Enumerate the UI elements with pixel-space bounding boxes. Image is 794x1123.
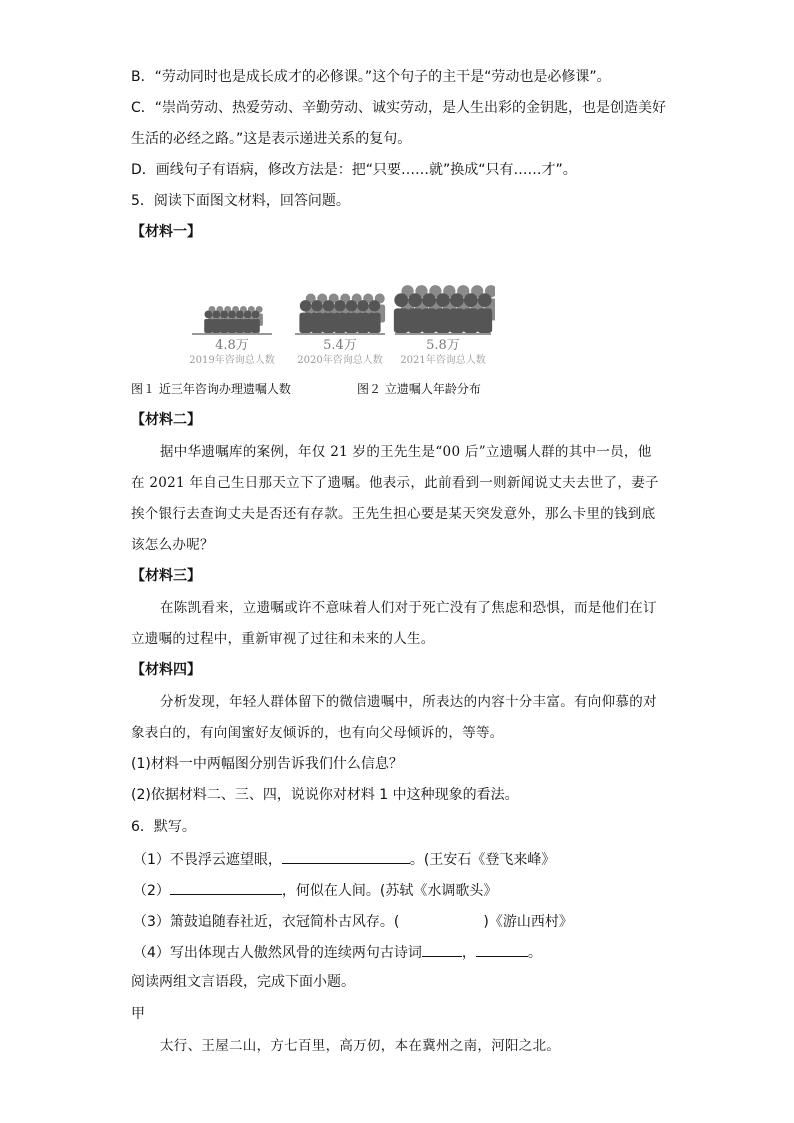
option-d: D．画线句子有语病，修改方法是：把“只要……就”换成“只有……才”。 <box>131 162 577 178</box>
dictation-item-3 <box>133 910 573 932</box>
dictation-2-source: ，何似在人间。(苏轼《水调歌头》 <box>281 883 498 899</box>
chart-category-label-1: 2019年咨询总人数 <box>189 355 275 366</box>
dictation-1-source: 。(王安石《登飞来峰》 <box>409 852 556 868</box>
material-2-line-1: 据中华遗嘱库的案例，年仅 21 岁的王先生是“00 后”立遗嘱人群的其中一员，他 <box>160 444 652 460</box>
figure-2-caption: 图２ 立遗嘱人年龄分布 <box>357 382 481 396</box>
material-2-line-2: 在 2021 年自己生日那天立下了遗嘱。他表示，此前看到一则新闻说丈夫去世了，妻子 <box>131 475 659 491</box>
option-b: B．“劳动同时也是成长成才的必修课。”这个句子的主干是“劳动也是必修课”。 <box>131 69 611 85</box>
dictation-4-blank-b[interactable] <box>476 941 528 957</box>
material-4-line-2: 象表白的，有向闺蜜好友倾诉的，也有向父母倾诉的，等等。 <box>131 725 504 741</box>
chart-category-label-2: 2020年咨询总人数 <box>297 355 383 366</box>
chart-value-label-2: 5.4万 <box>323 338 357 353</box>
material-2-line-4: 该怎么办呢？ <box>131 537 214 553</box>
material-3-line-1: 在陈凯看来，立遗嘱或许不意味着人们对于死亡没有了焦虑和恐惧，而是他们在订 <box>160 600 657 616</box>
chart-people-group-2 <box>299 293 385 333</box>
subquestion-1: (1)材料一中两幅图分别告诉我们什么信息？ <box>131 756 403 772</box>
dictation-item-1 <box>133 848 555 870</box>
material-3-heading: 【材料三】 <box>131 568 201 584</box>
dictation-4-comma: ， <box>461 945 476 961</box>
question-5-title: 5．阅读下面图文材料，回答问题。 <box>131 193 350 209</box>
chart-value-label-3: 5.8万 <box>426 338 460 353</box>
dictation-3-source: )《游山西村》 <box>483 914 573 930</box>
dictation-4-blank-a[interactable] <box>422 941 462 957</box>
dictation-item-4 <box>133 941 542 963</box>
dictation-1-blank[interactable] <box>282 848 410 864</box>
dictation-4-end: 。 <box>527 945 542 961</box>
material-4-heading: 【材料四】 <box>131 662 201 678</box>
dictation-item-2 <box>133 879 497 901</box>
material-4-line-1: 分析发现，年轻人群体留下的微信遗嘱中，所表达的内容十分丰富。有向仰慕的对 <box>160 694 657 710</box>
material-1-heading: 【材料一】 <box>131 224 201 240</box>
material-3-line-2: 立遗嘱的过程中，重新审视了过往和未来的人生。 <box>131 631 435 647</box>
subquestion-2: (2)依据材料二、三、四，说说你对材料 1 中这种现象的看法。 <box>131 787 519 803</box>
question-6-title: 6．默写。 <box>131 819 196 835</box>
reading-section-jia: 甲 <box>131 1006 145 1022</box>
dictation-2-prompt: （2） <box>133 883 170 899</box>
option-c-line2: 生活的必经之路。”这是表示递进关系的复句。 <box>131 131 412 147</box>
dictation-3-prompt: （3）箫鼓追随春社近，衣冠简朴古风存。( <box>133 914 400 930</box>
chart-value-label-1: 4.8万 <box>215 338 249 353</box>
dictation-1-prompt: （1）不畏浮云遮望眼， <box>133 852 282 868</box>
chart-category-label-3: 2021年咨询总人数 <box>400 355 486 366</box>
reading-intro: 阅读两组文言语段，完成下面小题。 <box>131 974 355 990</box>
reading-line-1: 太行、王屋二山，方七百里，高万仞，本在冀州之南，河阳之北。 <box>160 1038 561 1054</box>
dictation-3-blank[interactable] <box>399 910 483 926</box>
chart-people-group-1 <box>204 306 263 333</box>
material-2-heading: 【材料二】 <box>131 412 201 428</box>
option-c-line1: C．“崇尚劳动、热爱劳动、辛勤劳动、诚实劳动，是人生出彩的金钥匙，也是创造美好 <box>131 100 667 116</box>
dictation-2-blank[interactable] <box>170 879 282 895</box>
material-2-line-3: 挨个银行去查询丈夫是否还有存款。王先生担心要是某天突发意外，那么卡里的钱到底 <box>131 506 656 522</box>
chart-people-group-3 <box>394 285 495 333</box>
consultation-chart <box>185 255 495 370</box>
figure-1-caption: 图１ 近三年咨询办理遗嘱人数 <box>131 382 291 396</box>
dictation-4-prompt: （4）写出体现古人傲然风骨的连续两句古诗词 <box>133 945 422 961</box>
